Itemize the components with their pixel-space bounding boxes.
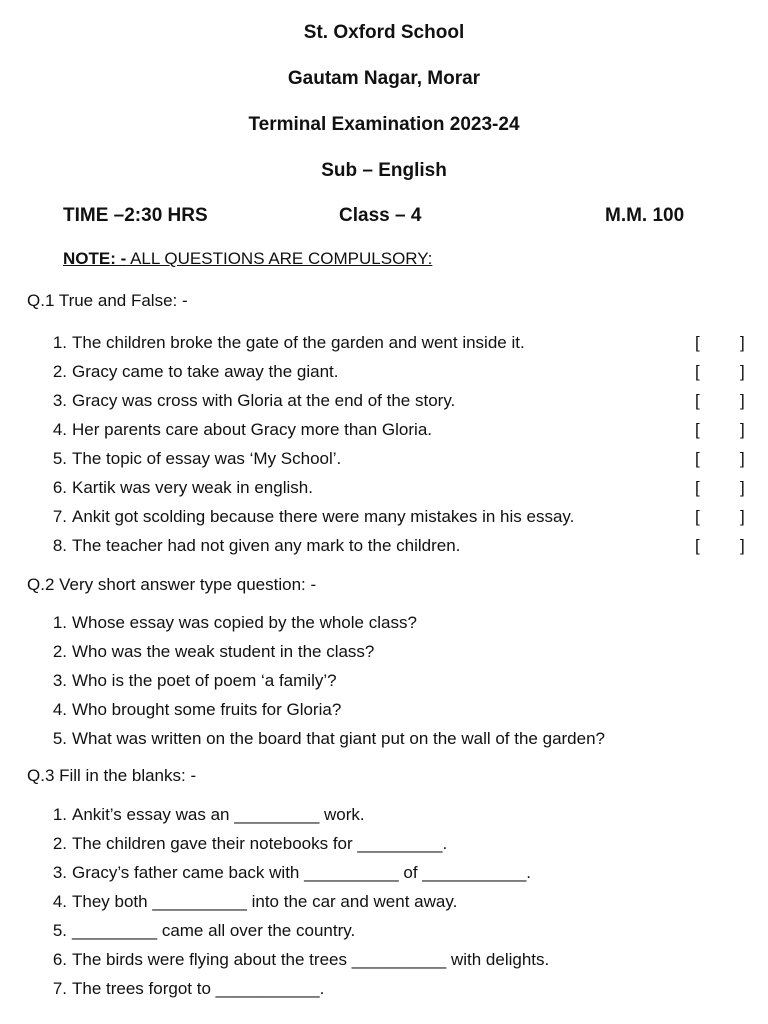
q1-item bbox=[0, 386, 768, 415]
item-text: The birds were flying about the trees __________ with delights. bbox=[72, 950, 550, 969]
q1-item bbox=[0, 502, 768, 531]
item-number: 2. bbox=[52, 834, 67, 853]
item-text: The topic of essay was ‘My School’. bbox=[72, 449, 342, 468]
item-number: 3. bbox=[52, 863, 67, 882]
answer-bracket-left: [ bbox=[695, 449, 700, 468]
item-text: Whose essay was copied by the whole class? bbox=[72, 613, 417, 632]
answer-bracket-left: [ bbox=[695, 478, 700, 497]
q3-item bbox=[0, 858, 768, 887]
exam-meta-row bbox=[0, 203, 768, 229]
answer-bracket-right: ] bbox=[740, 536, 745, 555]
answer-bracket-left: [ bbox=[695, 391, 700, 410]
item-text: Gracy was cross with Gloria at the end of the story. bbox=[72, 391, 456, 410]
item-text: The children broke the gate of the garden and went inside it. bbox=[72, 333, 525, 352]
answer-bracket-left: [ bbox=[695, 333, 700, 352]
q1-item bbox=[0, 357, 768, 386]
item-text: Who brought some fruits for Gloria? bbox=[72, 700, 342, 719]
item-text: _________ came all over the country. bbox=[72, 921, 356, 940]
q3-item bbox=[0, 945, 768, 974]
item-text: The teacher had not given any mark to the children. bbox=[72, 536, 461, 555]
item-number: 4. bbox=[52, 892, 67, 911]
answer-bracket-left: [ bbox=[695, 362, 700, 381]
item-number: 4. bbox=[52, 420, 67, 439]
exam-time: TIME –2:30 HRS bbox=[63, 205, 208, 226]
note-label: NOTE: - bbox=[63, 249, 127, 268]
q2-item bbox=[0, 608, 768, 637]
q1-item bbox=[0, 473, 768, 502]
school-address: Gautam Nagar, Morar bbox=[287, 68, 481, 89]
item-text: Gracy came to take away the giant. bbox=[72, 362, 339, 381]
item-number: 8. bbox=[52, 536, 67, 555]
answer-bracket-right: ] bbox=[740, 420, 745, 439]
q2-item bbox=[0, 666, 768, 695]
q3-item bbox=[0, 800, 768, 829]
answer-bracket-left: [ bbox=[695, 420, 700, 439]
item-number: 2. bbox=[52, 642, 67, 661]
item-text: They both __________ into the car and went away. bbox=[72, 892, 458, 911]
item-number: 6. bbox=[52, 478, 67, 497]
school-name: St. Oxford School bbox=[303, 22, 465, 43]
q1-list bbox=[0, 328, 768, 560]
max-marks: M.M. 100 bbox=[605, 205, 685, 226]
q2-list bbox=[0, 608, 768, 753]
q1-item bbox=[0, 444, 768, 473]
exam-class: Class – 4 bbox=[339, 205, 422, 226]
answer-bracket-right: ] bbox=[740, 391, 745, 410]
item-number: 7. bbox=[52, 507, 67, 526]
q3-item bbox=[0, 916, 768, 945]
q2-item bbox=[0, 637, 768, 666]
q3-heading: Q.3 Fill in the blanks: - bbox=[27, 766, 197, 785]
item-text: Her parents care about Gracy more than Gloria. bbox=[72, 420, 432, 439]
answer-bracket-left: [ bbox=[695, 507, 700, 526]
item-text: What was written on the board that giant put on the wall of the garden? bbox=[72, 729, 606, 748]
item-number: 3. bbox=[52, 671, 67, 690]
q1-item bbox=[0, 531, 768, 560]
item-number: 1. bbox=[52, 805, 67, 824]
q2-heading: Q.2 Very short answer type question: - bbox=[27, 575, 317, 594]
item-number: 6. bbox=[52, 950, 67, 969]
item-number: 2. bbox=[52, 362, 67, 381]
q3-item bbox=[0, 974, 768, 1003]
q2-item bbox=[0, 724, 768, 753]
item-text: Ankit got scolding because there were many mistakes in his essay. bbox=[72, 507, 575, 526]
item-number: 5. bbox=[52, 921, 67, 940]
note-line bbox=[63, 248, 432, 270]
note-text: ALL QUESTIONS ARE COMPULSORY: bbox=[126, 249, 433, 268]
answer-bracket-right: ] bbox=[740, 478, 745, 497]
answer-bracket-right: ] bbox=[740, 449, 745, 468]
item-text: Who is the poet of poem ‘a family’? bbox=[72, 671, 337, 690]
q1-heading: Q.1 True and False: - bbox=[27, 291, 188, 310]
exam-title: Terminal Examination 2023-24 bbox=[248, 114, 520, 135]
item-text: The trees forgot to ___________. bbox=[72, 979, 325, 998]
q2-item bbox=[0, 695, 768, 724]
q3-list bbox=[0, 800, 768, 1003]
answer-bracket-right: ] bbox=[740, 333, 745, 352]
item-number: 5. bbox=[52, 729, 67, 748]
item-number: 1. bbox=[52, 333, 67, 352]
item-text: Ankit’s essay was an _________ work. bbox=[72, 805, 365, 824]
q3-item bbox=[0, 829, 768, 858]
answer-bracket-left: [ bbox=[695, 536, 700, 555]
item-number: 7. bbox=[52, 979, 67, 998]
item-number: 4. bbox=[52, 700, 67, 719]
item-number: 5. bbox=[52, 449, 67, 468]
item-text: Who was the weak student in the class? bbox=[72, 642, 375, 661]
subject-title: Sub – English bbox=[321, 160, 447, 181]
q1-item bbox=[0, 328, 768, 357]
item-text: The children gave their notebooks for _________. bbox=[72, 834, 448, 853]
item-number: 1. bbox=[52, 613, 67, 632]
answer-bracket-right: ] bbox=[740, 362, 745, 381]
item-text: Gracy’s father came back with __________ of ___________. bbox=[72, 863, 531, 882]
item-number: 3. bbox=[52, 391, 67, 410]
q1-item bbox=[0, 415, 768, 444]
item-text: Kartik was very weak in english. bbox=[72, 478, 313, 497]
answer-bracket-right: ] bbox=[740, 507, 745, 526]
q3-item bbox=[0, 887, 768, 916]
